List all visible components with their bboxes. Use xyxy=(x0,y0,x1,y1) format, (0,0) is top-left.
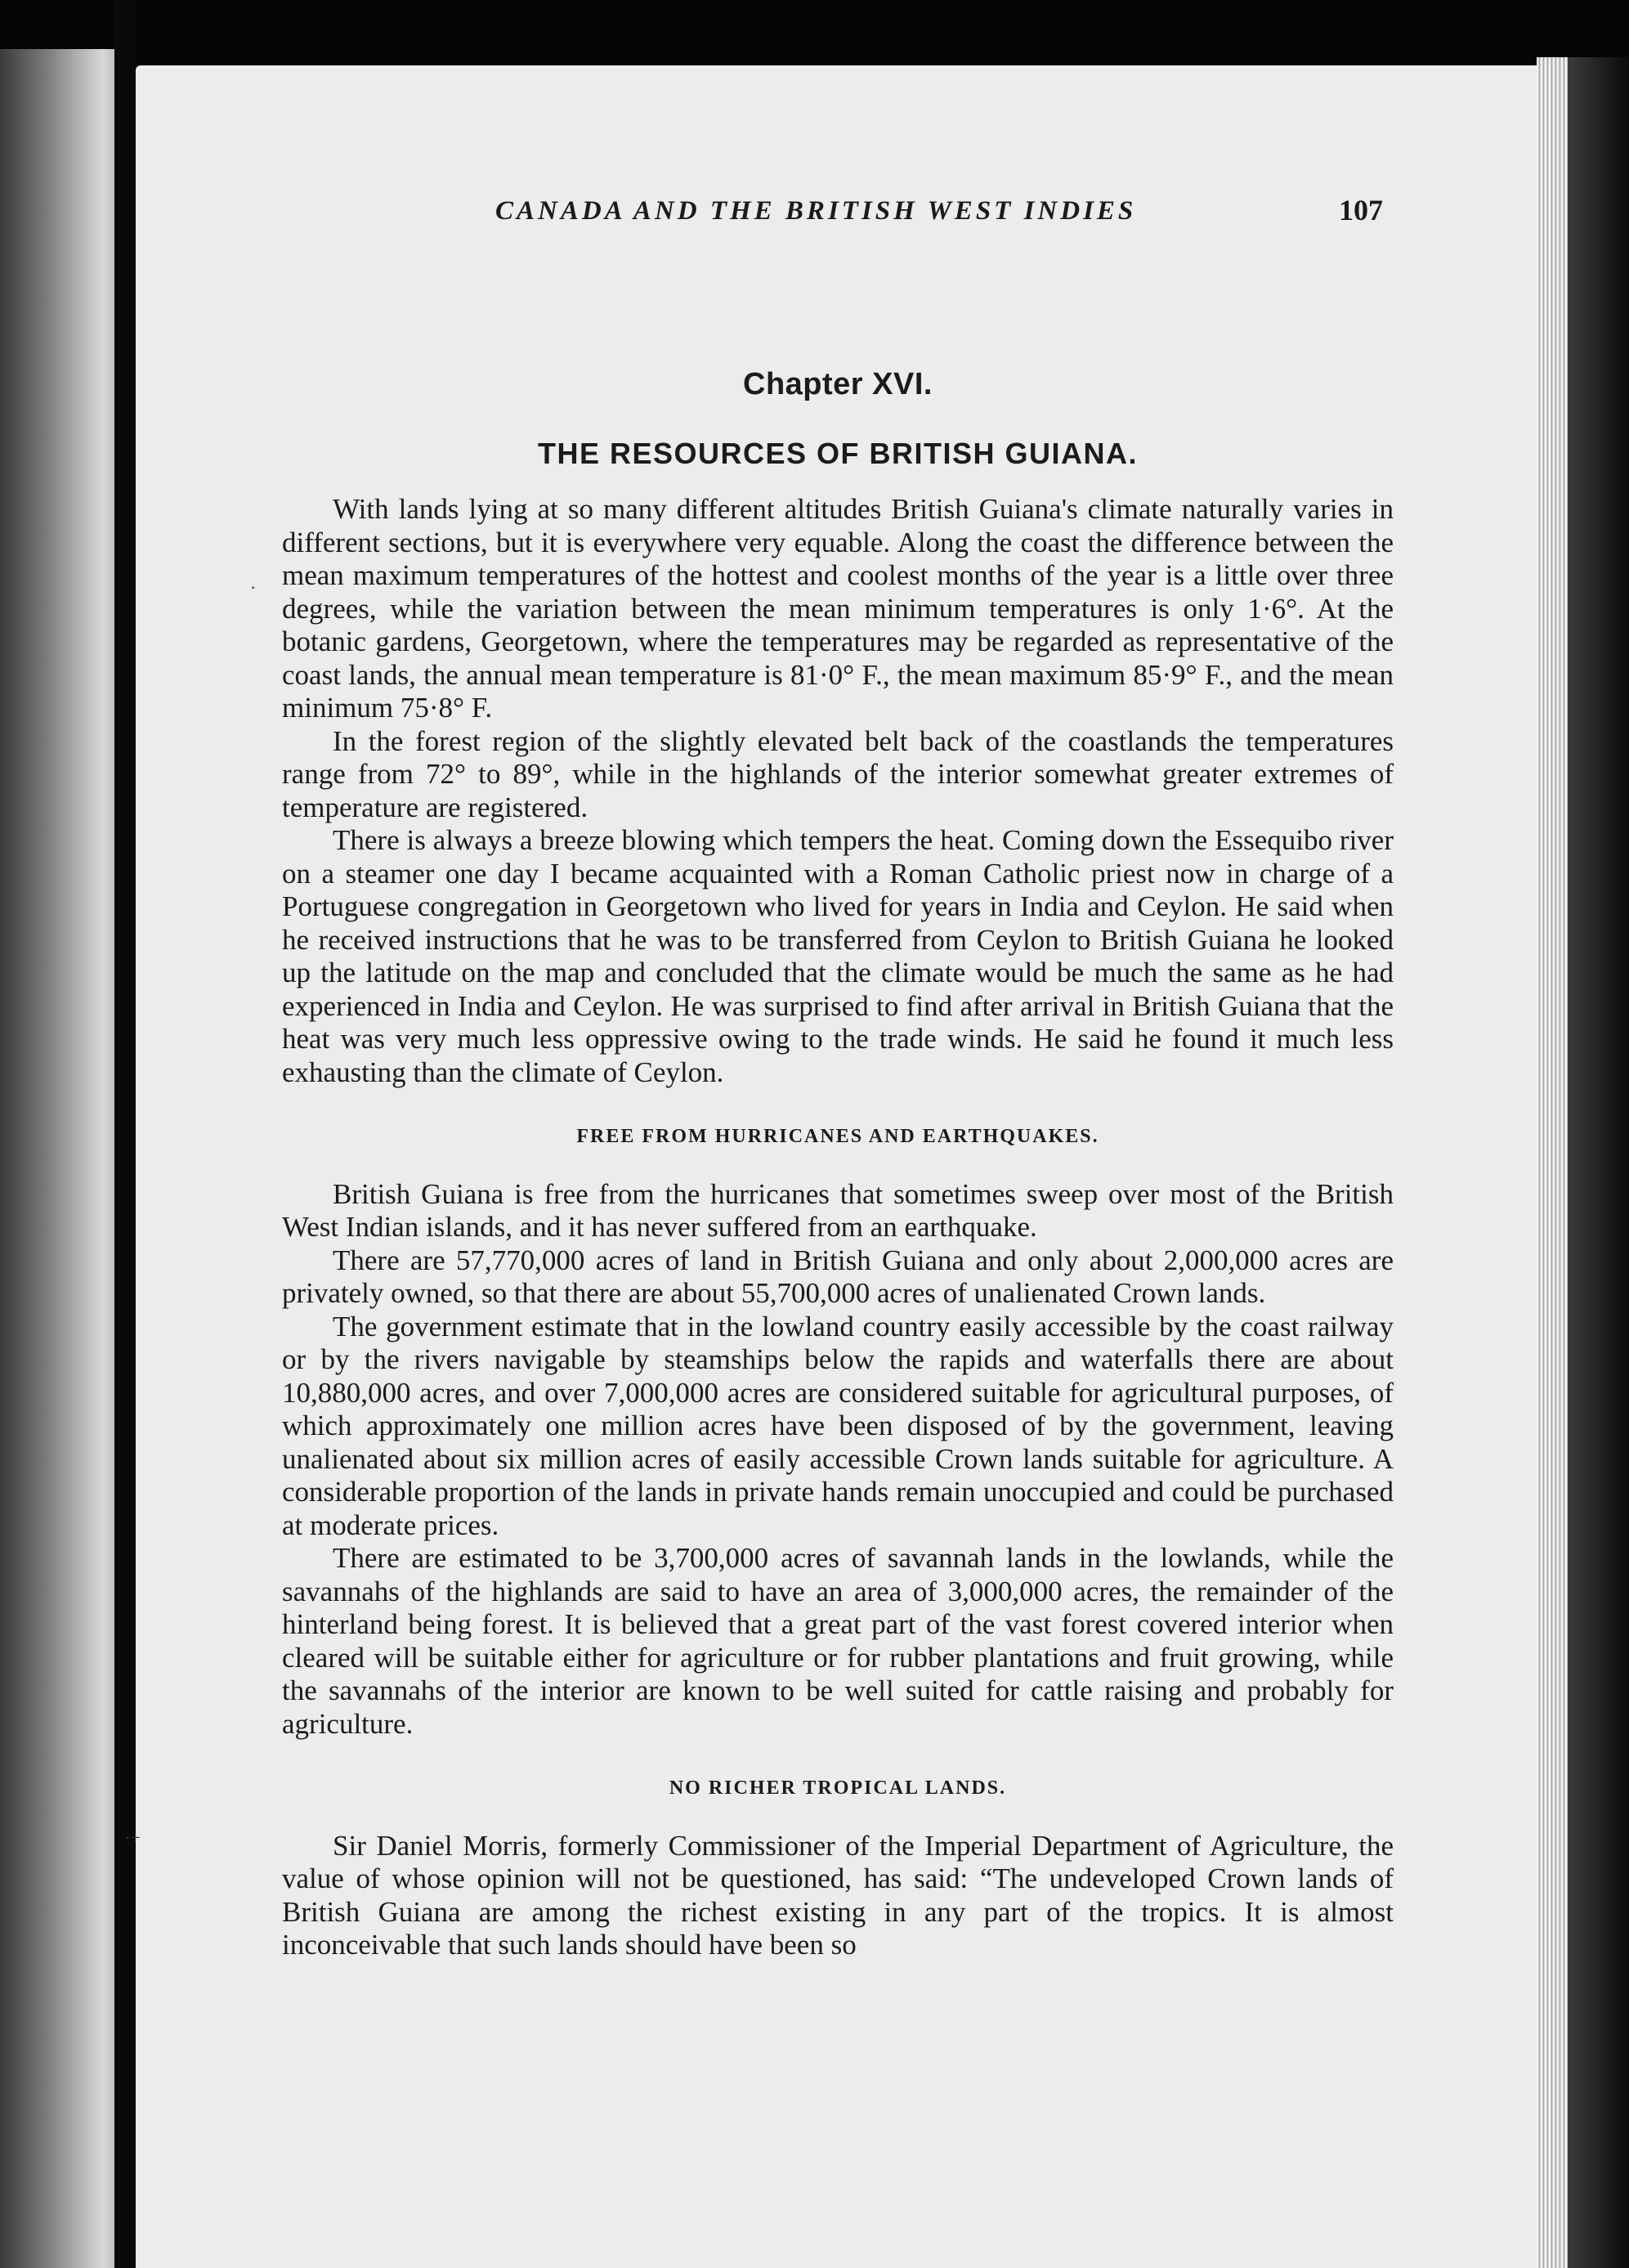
section-heading: NO RICHER TROPICAL LANDS. xyxy=(669,1777,1007,1799)
margin-tick: ·+ xyxy=(124,1827,141,1848)
chapter-title: Chapter XVI. xyxy=(743,367,933,401)
paragraph: In the forest region of the slightly elevated belt back of the coastlands the temperatures range from 72° to 89°, while in the highlands of the interior somewhat greater extremes of temperature are registered. xyxy=(282,724,1394,823)
page-shadow xyxy=(1568,57,1629,2268)
paragraph: Sir Daniel Morris, formerly Commissioner of the Imperial Department of Agriculture, the value of whose opinion will not be questioned, has said: “The undeveloped Crown lands of British Guiana are among the richest existing in any part of the tropics. It is almost inconceivable that such lands should have been so xyxy=(282,1829,1394,1961)
facing-page-edge xyxy=(0,49,114,2268)
page-content xyxy=(282,368,1394,1962)
paragraph: British Guiana is free from the hurricanes that sometimes sweep over most of the British West Indian islands, and it has never suffered from an earthquake. xyxy=(282,1177,1394,1243)
margin-dot: · xyxy=(250,577,257,598)
book-gutter xyxy=(114,0,136,2268)
section-heading: FREE FROM HURRICANES AND EARTHQUAKES. xyxy=(576,1126,1099,1147)
chapter-subtitle: THE RESOURCES OF BRITISH GUIANA. xyxy=(537,436,1139,470)
paragraph: There is always a breeze blowing which tempers the heat. Coming down the Essequibo river on a steamer one day I became acquainted with a Roman Catholic priest now in charge of a Portuguese congregation in Georgetown who lived for years in India and Ceylon. He said when he received instructions that he was to be transferred from Ceylon to British Guiana he looked up the latitude on the map and concluded that the climate would be much the same as he had experienced in India and Ceylon. He was surprised to find after arrival in British Guiana that the heat was very much less oppressive owing to the trade winds. He said he found it much less exhausting than the climate of Ceylon. xyxy=(282,824,1394,1088)
page-stack-edge xyxy=(1537,57,1569,2268)
page-number: 107 xyxy=(1339,194,1383,226)
paragraph: The government estimate that in the lowland country easily accessible by the coast railway or by the rivers navigable by steamships below the rapids and waterfalls there are about 10,880,000 acres, and over 7,000,000 acres are considered suitable for agricultural purposes, of which approximately one million acres have been disposed of by the government, leaving unalienated about six million acres of easily accessible Crown lands suitable for agriculture. A considerable proportion of the lands in private hands remain unoccupied and could be purchased at moderate prices. xyxy=(282,1310,1394,1541)
paragraph: With lands lying at so many different altitudes British Guiana's climate naturally varies in different sections, but it is everywhere very equable. Along the coast the difference between the mean maximum temperatures of the hottest and coolest months of the year is a little over three degrees, while the variation between the mean minimum temperatures is only 1·6°. At the botanic gardens, Georgetown, where the temperatures may be regarded as representative of the coast lands, the annual mean temperature is 81·0° F., the mean maximum 85·9° F., and the mean minimum 75·8° F. xyxy=(282,493,1394,724)
paragraph: There are estimated to be 3,700,000 acres of savannah lands in the lowlands, while the savannahs of the highlands are said to have an area of 3,000,000 acres, the remainder of the hinterland being forest. It is believed that a great part of the vast forest covered interior when cleared will be suitable either for agriculture or for rubber plantations and fruit growing, while the savannahs of the interior are known to be well suited for cattle raising and probably for agriculture. xyxy=(282,1542,1394,1740)
running-head xyxy=(136,196,1546,245)
running-title: CANADA AND THE BRITISH WEST INDIES xyxy=(495,196,1137,226)
paragraph: There are 57,770,000 acres of land in British Guiana and only about 2,000,000 acres are privately owned, so that there are about 55,700,000 acres of unalienated Crown lands. xyxy=(282,1244,1394,1309)
